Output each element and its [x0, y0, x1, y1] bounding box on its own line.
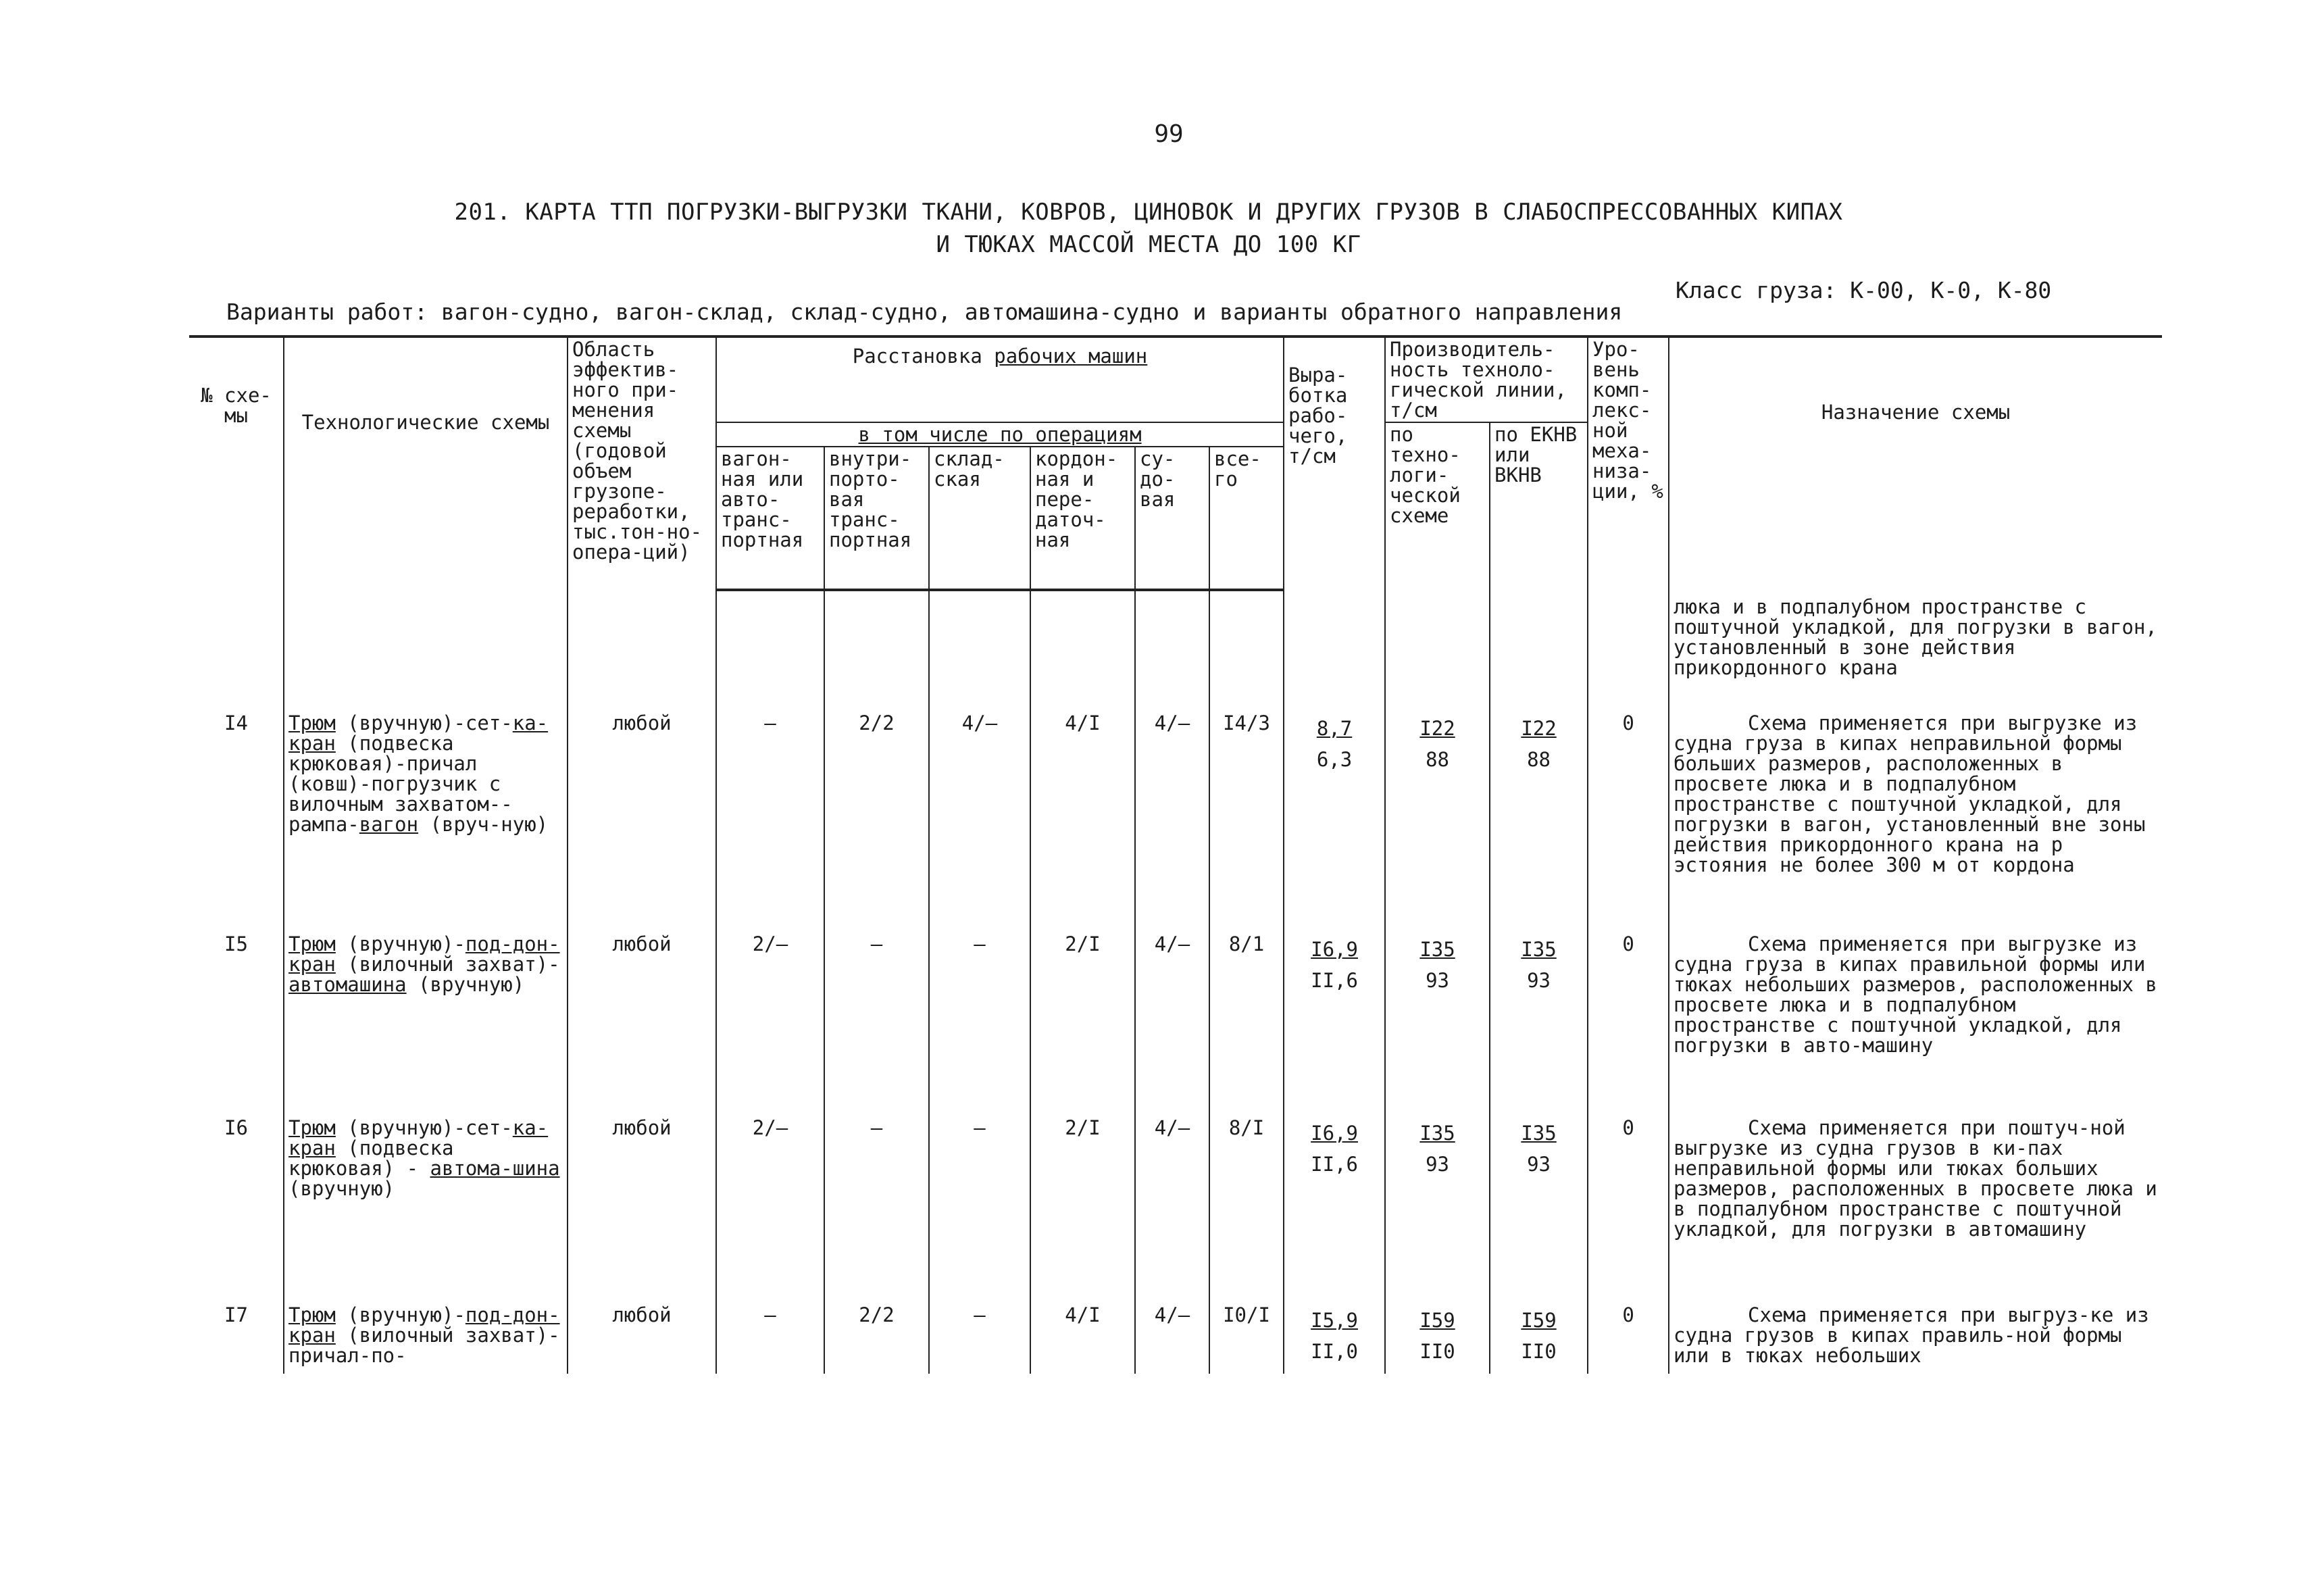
output: $\frac{I6,9}{II,6}$ [1284, 927, 1385, 1111]
header-area: Область эффектив-ного при-менения схемы (годовой объем грузопе-реработки, тыс.тон-но-опера-ций) [568, 336, 716, 590]
purpose: Схема применяется при выгрузке из судна груза в кипах правильной формы или тюках небольших размеров, расположенных в просвете люка и в подпалубном пространстве с поштучной укладкой, для погрузки в авто-машину [1669, 927, 2162, 1111]
op-kordon: 2/I [1030, 1111, 1135, 1298]
op-total: I0/I [1209, 1298, 1284, 1374]
op-wagon: – [716, 706, 824, 927]
op-ship: 4/– [1135, 1111, 1209, 1298]
header-scheme-no: № схе-мы [189, 336, 284, 590]
tech-scheme: Трюм (вручную)-под-дон-кран (вилочный захват)-причал-по- [284, 1298, 568, 1374]
prod-ekhv: $\frac{I22}{88}$ [1490, 706, 1588, 927]
prod-tech: $\frac{I35}{93}$ [1385, 1111, 1490, 1298]
header-placement [716, 336, 1284, 422]
op-total: 8/1 [1209, 927, 1284, 1111]
purpose: Схема применяется при выгруз-ке из судна грузов в кипах правиль-ной формы или в тюках небольших [1669, 1298, 2162, 1374]
ttp-table [189, 335, 2162, 1374]
header-placement-machines: рабочих машин [994, 345, 1148, 368]
area: любой [568, 1111, 716, 1298]
area: любой [568, 927, 716, 1111]
header-op-wagon: вагон-ная или авто-транс-портная [716, 447, 824, 590]
area: любой [568, 706, 716, 927]
scheme-no: I5 [189, 927, 284, 1111]
op-warehouse: – [929, 1298, 1030, 1374]
header-prod-ekhv: по ЕКНВ или ВКНВ [1490, 422, 1588, 590]
op-kordon: 4/I [1030, 706, 1135, 927]
header-op-warehouse: склад-ская [929, 447, 1030, 590]
prod-ekhv: $\frac{I35}{93}$ [1490, 1111, 1588, 1298]
prod-ekhv: $\frac{I35}{93}$ [1490, 927, 1588, 1111]
header-op-kordon: кордон-ная и пере-даточ-ная [1030, 447, 1135, 590]
table-body [189, 590, 2162, 1374]
op-ship: 4/– [1135, 1298, 1209, 1374]
header-tech-schemes: Технологические схемы [284, 336, 568, 590]
tech-scheme: Трюм (вручную)-сет-ка-кран (подвеска крюковая)-причал (ковш)-погрузчик с вилочным захватом--рампа-вагон (вруч-ную) [284, 706, 568, 927]
table-row [189, 706, 2162, 927]
header-output: Выра-ботка рабо-чего, т/см [1284, 336, 1385, 590]
purpose: Схема применяется при поштуч-ной выгрузке из судна грузов в ки-пах неправильной формы или тюках больших размеров, расположенных в просвете люка и в подпалубном пространстве с поштучной укладкой, для погрузки в автомашину [1669, 1111, 2162, 1298]
op-warehouse: – [929, 927, 1030, 1111]
op-ship: 4/– [1135, 927, 1209, 1111]
header-prod-tech: по техно-логи-ческой схеме [1385, 422, 1490, 590]
table-row [189, 927, 2162, 1111]
table-row-continuation [189, 590, 2162, 706]
mech-level: 0 [1588, 927, 1669, 1111]
table-row [189, 1298, 2162, 1374]
table-row [189, 1111, 2162, 1298]
purpose: Схема применяется при выгрузке из судна груза в кипах неправильной формы больших размеров, расположенных в просвете люка и в подпалубном пространстве с поштучной укладкой, для погрузки в вагон, установленный вне зоны действия прикордонного крана на р эстояния не более 300 м от кордона [1669, 706, 2162, 927]
purpose-continuation: люка и в подпалубном пространстве с поштучной укладкой, для погрузки в вагон, установленный в зоне действия прикордонного крана [1669, 590, 2162, 706]
output: $\frac{8,7}{6,3}$ [1284, 706, 1385, 927]
mech-level: 0 [1588, 1298, 1669, 1374]
header-productivity: Производитель-ность техноло-гической линии, т/см [1385, 336, 1588, 422]
cargo-class: Класс груза: К-00, К-0, К-80 [1676, 277, 2052, 303]
op-wagon: 2/– [716, 1111, 824, 1298]
op-kordon: 2/I [1030, 927, 1135, 1111]
header-op-total: все-го [1209, 447, 1284, 590]
op-total: I4/3 [1209, 706, 1284, 927]
scheme-no: I7 [189, 1298, 284, 1374]
mech-level: 0 [1588, 1111, 1669, 1298]
prod-ekhv: $\frac{I59}{II0}$ [1490, 1298, 1588, 1374]
op-internal: – [824, 927, 929, 1111]
output: $\frac{I6,9}{II,6}$ [1284, 1111, 1385, 1298]
op-wagon: – [716, 1298, 824, 1374]
op-wagon: 2/– [716, 927, 824, 1111]
header-placement-prefix: Расстановка [852, 345, 982, 368]
tech-scheme: Трюм (вручную)-сет-ка-кран (подвеска крюковая) - автома-шина (вручную) [284, 1111, 568, 1298]
output: $\frac{I5,9}{II,0}$ [1284, 1298, 1385, 1374]
area: любой [568, 1298, 716, 1374]
scheme-no: I4 [189, 706, 284, 927]
header-mech-level: Уро-вень комп-лекс-ной меха-низа-ции, % [1588, 336, 1669, 590]
header-op-internal: внутри-порто-вая транс-портная [824, 447, 929, 590]
mech-level: 0 [1588, 706, 1669, 927]
page-title-continued: И ТЮКАХ МАССОЙ МЕСТА ДО 100 КГ [936, 231, 1361, 258]
op-warehouse: 4/– [929, 706, 1030, 927]
prod-tech: $\frac{I22}{88}$ [1385, 706, 1490, 927]
header-purpose: Назначение схемы [1669, 336, 2162, 590]
op-internal: 2/2 [824, 1298, 929, 1374]
prod-tech: $\frac{I59}{II0}$ [1385, 1298, 1490, 1374]
page-number: 99 [1154, 120, 1184, 148]
tech-scheme: Трюм (вручную)-под-дон-кран (вилочный захват)- автомашина (вручную) [284, 927, 568, 1111]
op-warehouse: – [929, 1111, 1030, 1298]
op-internal: – [824, 1111, 929, 1298]
table-header [189, 336, 2162, 590]
page-title: 201. КАРТА ТТП ПОГРУЗКИ-ВЫГРУЗКИ ТКАНИ, КОВРОВ, ЦИНОВОК И ДРУГИХ ГРУЗОВ В СЛАБОСПРЕССОВАННЫХ КИПАХ [454, 199, 1843, 226]
op-kordon: 4/I [1030, 1298, 1135, 1374]
header-incl-ops: в том числе по операциям [716, 422, 1284, 447]
work-variants: Варианты работ: вагон-судно, вагон-склад, склад-судно, автомашина-судно и варианты обратного направления [226, 299, 1623, 325]
scheme-no: I6 [189, 1111, 284, 1298]
op-internal: 2/2 [824, 706, 929, 927]
op-total: 8/I [1209, 1111, 1284, 1298]
header-op-ship: су-до-вая [1135, 447, 1209, 590]
op-ship: 4/– [1135, 706, 1209, 927]
prod-tech: $\frac{I35}{93}$ [1385, 927, 1490, 1111]
